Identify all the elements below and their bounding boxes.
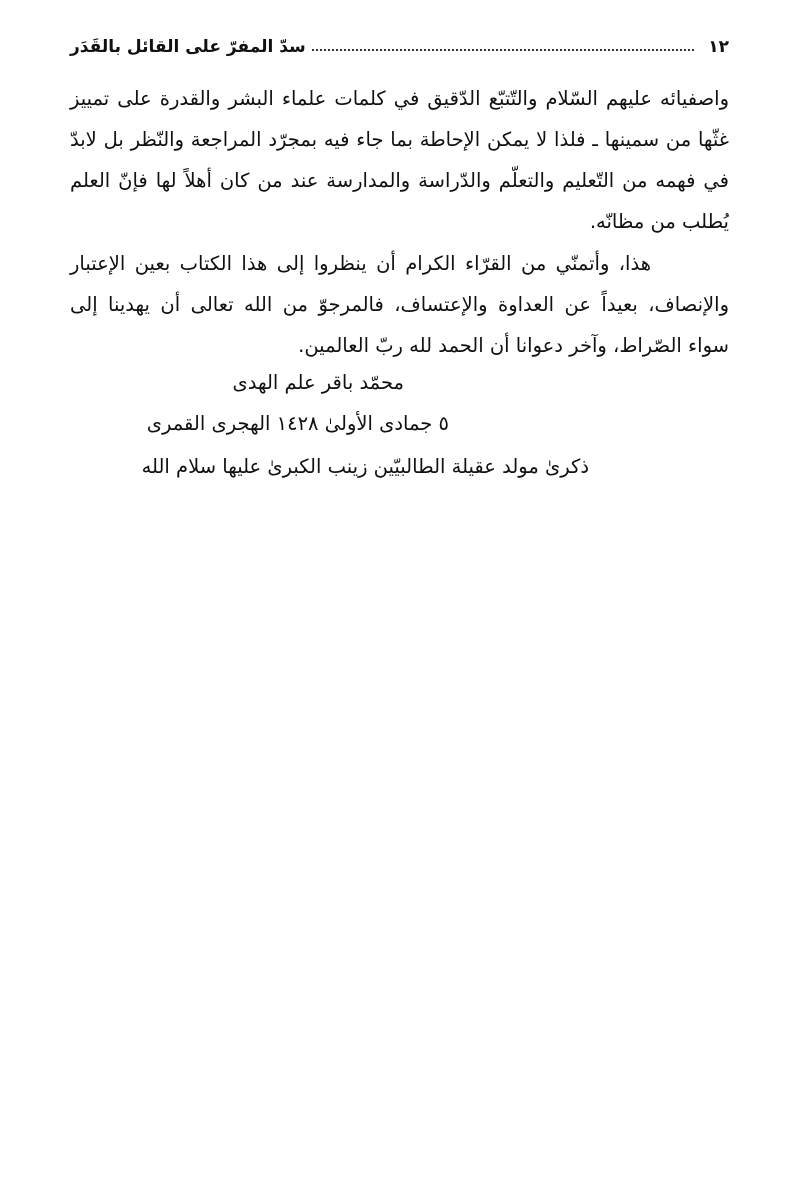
header-dotted-leader — [312, 49, 694, 51]
signature-occasion: ذكرىٰ مولد عقيلة الطالبيّين زينب الكبرىٰ عليها سلام الله — [141, 455, 589, 478]
author-signature: محمّد باقر علم الهدى — [232, 371, 404, 394]
paragraph-2: هذا، وأتمنّي من القرّاء الكرام أن ينظروا إلى هذا الكتاب بعين الإعتبار والإنصاف، بعيداً عن العداوة والإعتساف، فالمرجوّ من الله تعالى أن يهدينا إلى سواء الصّراط، وآخر دعوانا أن الحمد لله ربّ العالمين. — [70, 252, 729, 357]
body-text — [70, 78, 729, 366]
signature-date: ٥ جمادى الأولىٰ ١٤٢٨ الهجرى القمرى — [146, 412, 449, 435]
paragraph-1: واصفيائه عليهم السّلام والتّتبّع الدّقيق في كلمات علماء البشر والقدرة على تمييز غثّها من سمينها ـ فلذا لا يمكن الإحاطة بما جاء فيه بمجرّد المراجعة والنّظر بل لابدّ في فهمه من التّعليم والتعلّم والدّراسة والمدارسة عند من كان أهلاً لها فإنّ العلم يُطلب من مظانّه. — [70, 87, 729, 233]
page-number: ١٢ — [708, 37, 729, 57]
running-header — [70, 32, 729, 62]
book-title: سدّ المفرّ على القائل بالقَدَر — [70, 37, 306, 57]
